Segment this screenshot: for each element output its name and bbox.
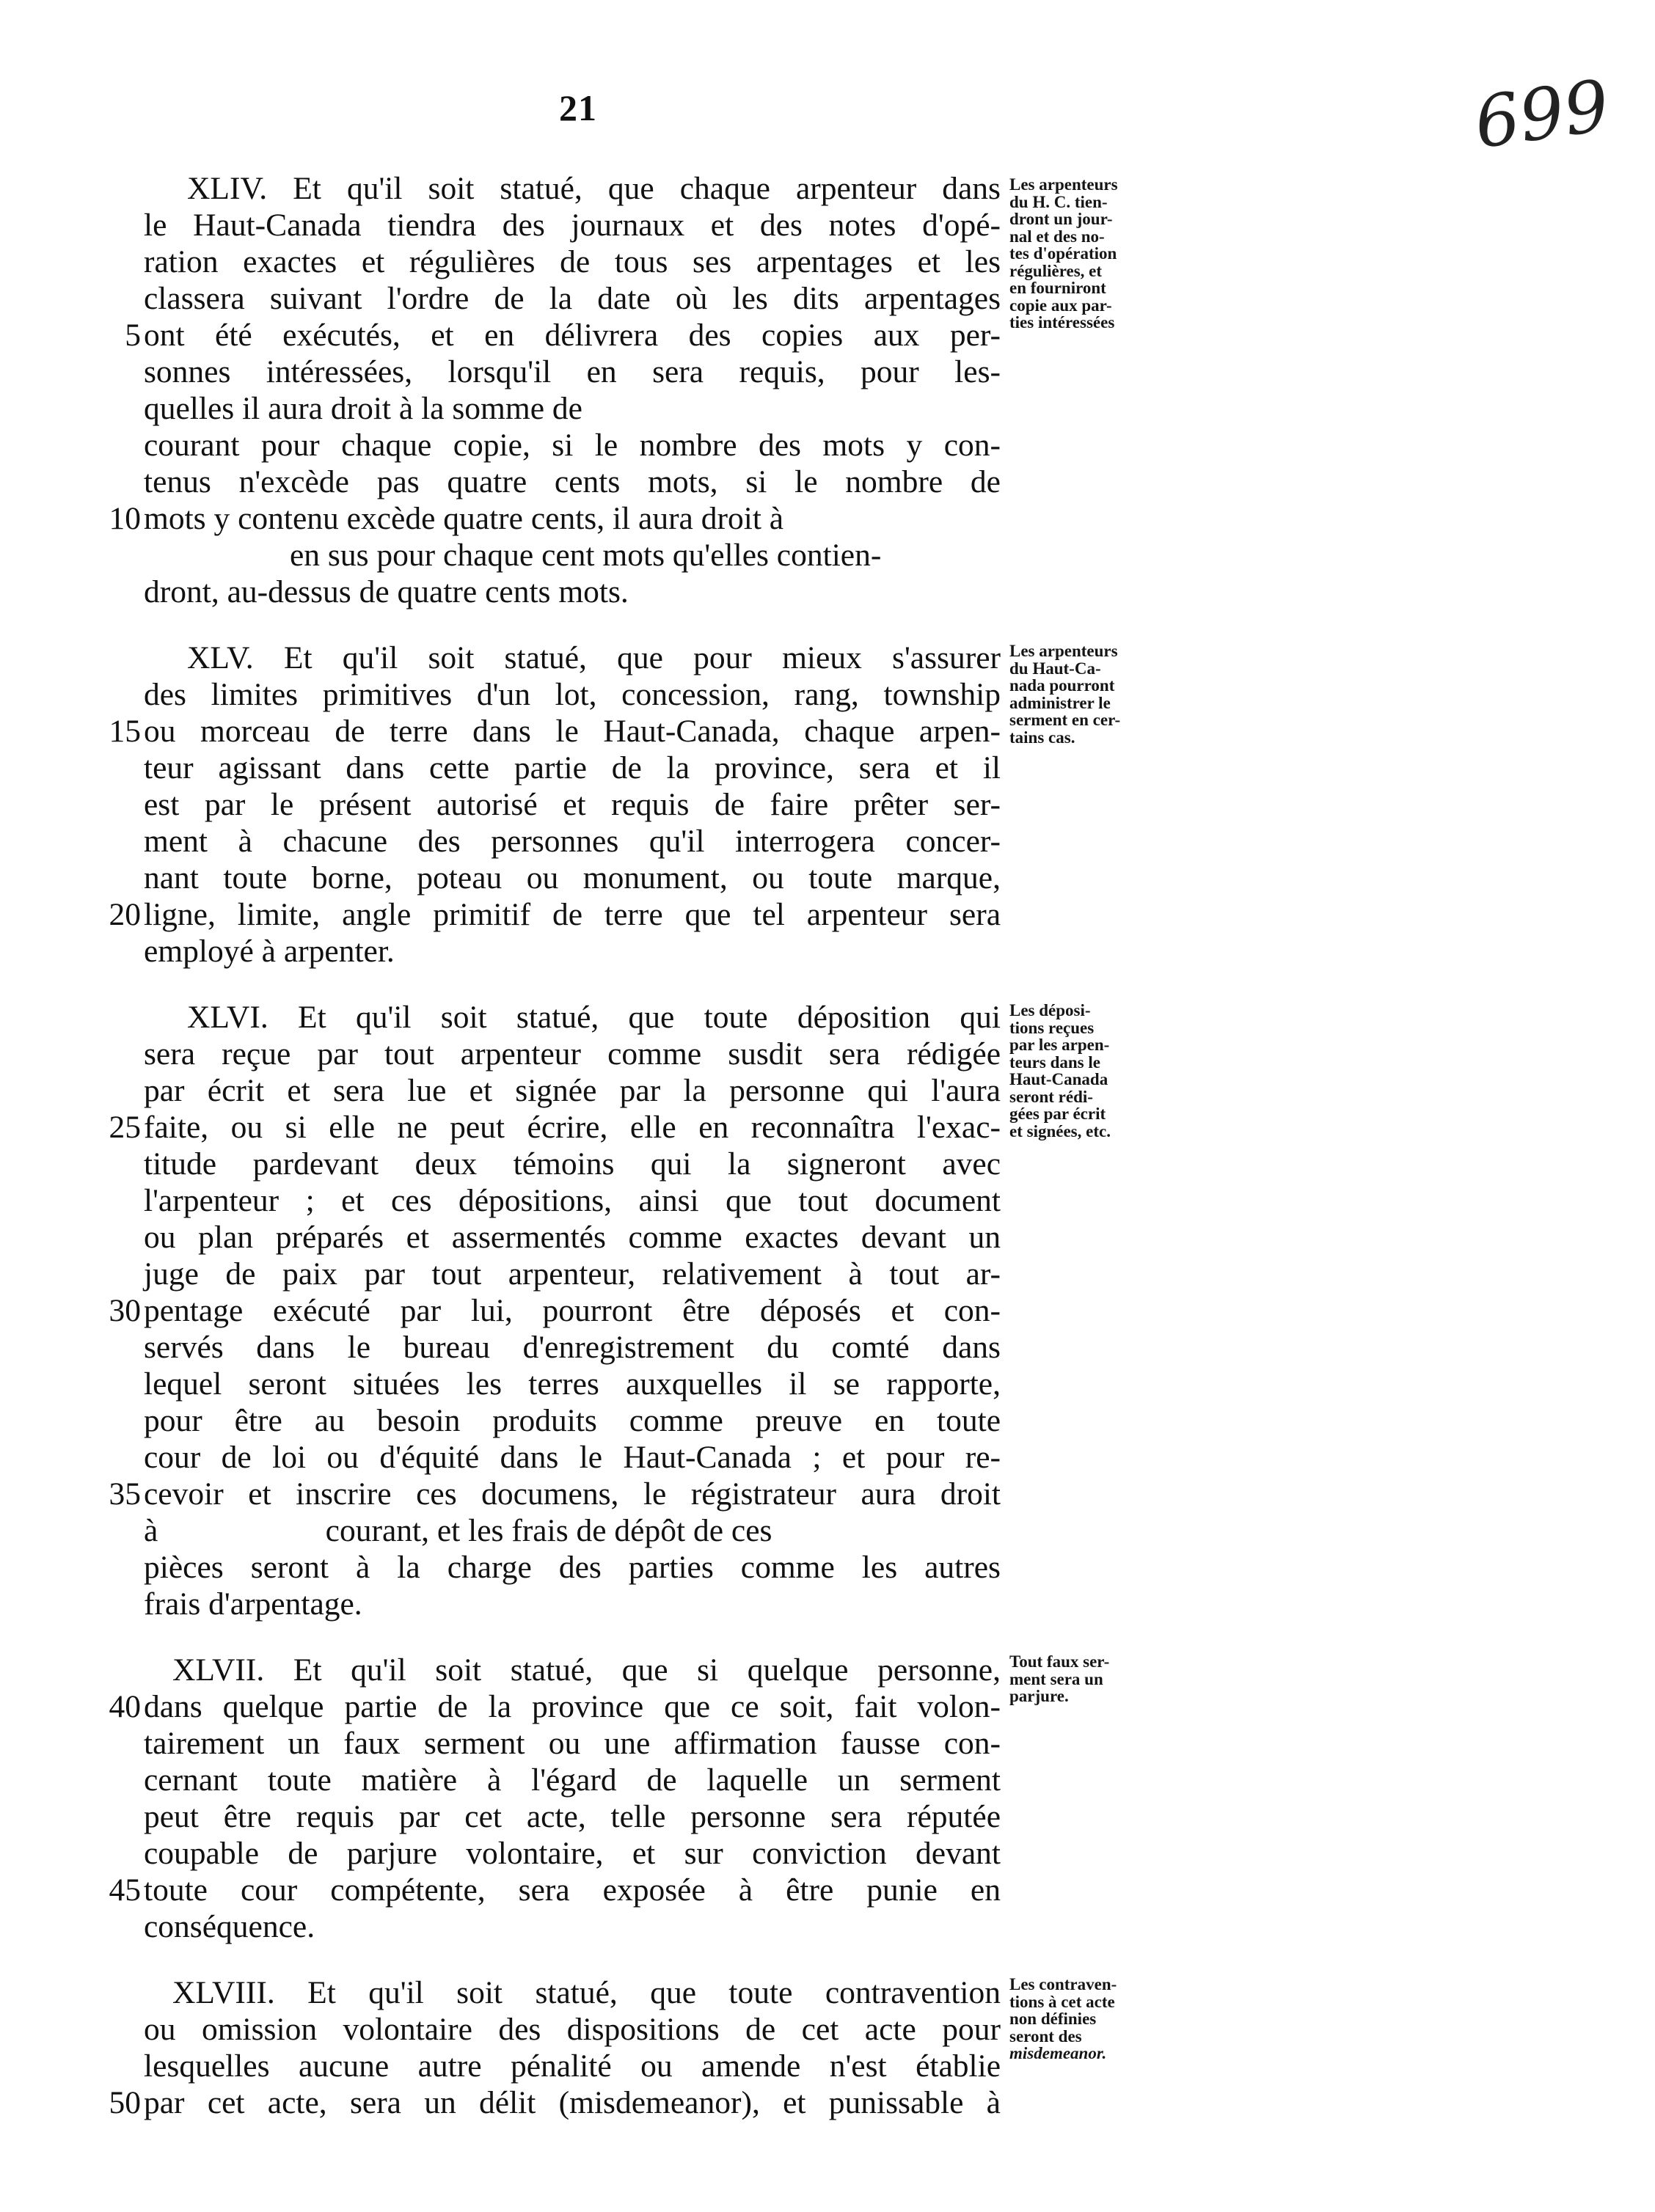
margin-note: Les arpenteurs du H. C. tien- dront un jour- nal et des no- tes d'opération régulières, et en fourniront copie aux par- ties intéressées [1009, 175, 1118, 332]
page-number: 21 [559, 87, 597, 128]
line-number: 15 [109, 714, 141, 749]
text-line: dront, au-dessus de quatre cents mots. [144, 574, 629, 609]
text-line: ou plan préparés et assermentés comme exactes devant un [144, 1220, 1001, 1255]
text-line: toute cour compétente, sera exposée à être punie en [144, 1872, 1001, 1908]
text-line: cernant toute matière à l'égard de laquelle un serment [144, 1762, 1001, 1798]
text-line: sera reçue par tout arpenteur comme susdit sera rédigée [144, 1036, 1001, 1072]
text-line: le Haut-Canada tiendra des journaux et des notes d'opé- [144, 208, 1001, 243]
text-line: peut être requis par cet acte, telle personne sera réputée [144, 1799, 1001, 1834]
margin-note: Les arpenteurs du Haut-Ca- nada pourront administrer le serment en cer- tains cas. [1009, 642, 1121, 747]
margin-note: Tout faux ser- ment sera un parjure. [1009, 1652, 1110, 1705]
text-line: cevoir et inscrire ces documens, le régistrateur aura droit [144, 1476, 1001, 1512]
text-line: nant toute borne, poteau ou monument, ou toute marque, [144, 860, 1001, 896]
text-line: lesquelles aucune autre pénalité ou amende n'est établie [144, 2048, 1001, 2084]
line-number: 25 [109, 1110, 141, 1145]
text-line: est par le présent autorisé et requis de faire prêter ser- [144, 787, 1001, 822]
text-line: XLVII. Et qu'il soit statué, que si quelque personne, [172, 1652, 1001, 1688]
text-line: juge de paix par tout arpenteur, relativement à tout ar- [144, 1256, 1001, 1292]
text-line: tenus n'excède pas quatre cents mots, si le nombre de [144, 464, 1001, 499]
text-line: frais d'arpentage. [144, 1586, 362, 1622]
text-line: lequel seront situées les terres auxquelles il se rapporte, [144, 1366, 1001, 1402]
text-line: des limites primitives d'un lot, concession, rang, township [144, 677, 1001, 712]
text-line: cour de loi ou d'équité dans le Haut-Canada ; et pour re- [144, 1440, 1001, 1475]
text-line: mots y contenu excède quatre cents, il aura droit à [144, 501, 784, 536]
text-line: tairement un faux serment ou une affirmation fausse con- [144, 1726, 1001, 1761]
line-number: 20 [109, 897, 141, 932]
text-line: par écrit et sera lue et signée par la personne qui l'aura [144, 1073, 1001, 1108]
text-line: ration exactes et régulières de tous ses arpentages et les [144, 244, 1001, 279]
text-line: par cet acte, sera un délit (misdemeanor), et punissable à [144, 2085, 1001, 2120]
text-line: pentage exécuté par lui, pourront être déposés et con- [144, 1293, 1001, 1328]
line-number: 30 [109, 1293, 141, 1328]
text-line: servés dans le bureau d'enregistrement du comté dans [144, 1330, 1001, 1365]
folio-number-handwritten: 699 [1469, 64, 1615, 165]
margin-note: Les déposi- tions reçues par les arpen- teurs dans le Haut-Canada seront rédi- gées par écrit et signées, etc. [1009, 1001, 1111, 1140]
line-number: 50 [109, 2085, 141, 2120]
text-line: pour être au besoin produits comme preuve en toute [144, 1403, 1001, 1438]
margin-note: Les contraven- tions à cet acte non définies seront des misdemeanor. [1009, 1975, 1117, 2062]
text-line: l'arpenteur ; et ces dépositions, ainsi que tout document [144, 1183, 1001, 1218]
text-line: à courant, et les frais de dépôt de ces [144, 1513, 772, 1548]
text-line: titude pardevant deux témoins qui la signeront avec [144, 1146, 1001, 1182]
text-line: sonnes intéressées, lorsqu'il en sera requis, pour les- [144, 354, 1001, 389]
text-line: XLVIII. Et qu'il soit statué, que toute contravention [172, 1975, 1001, 2010]
text-line: employé à arpenter. [144, 934, 395, 969]
text-line: XLVI. Et qu'il soit statué, que toute déposition qui [187, 1000, 1001, 1035]
text-line: ment à chacune des personnes qu'il interrogera concer- [144, 824, 1001, 859]
line-number: 40 [109, 1689, 141, 1724]
text-line: XLV. Et qu'il soit statué, que pour mieux s'assurer [187, 640, 1001, 675]
line-number: 5 [125, 318, 141, 353]
text-line: XLIV. Et qu'il soit statué, que chaque arpenteur dans [187, 171, 1001, 206]
text-line: classera suivant l'ordre de la date où les dits arpentages [144, 281, 1001, 316]
text-line: ou morceau de terre dans le Haut-Canada, chaque arpen- [144, 714, 1001, 749]
text-line: pièces seront à la charge des parties comme les autres [144, 1550, 1001, 1585]
text-line: ligne, limite, angle primitif de terre que tel arpenteur sera [144, 897, 1001, 932]
text-line: courant pour chaque copie, si le nombre des mots y con- [144, 428, 1001, 463]
text-line: dans quelque partie de la province que ce soit, fait volon- [144, 1689, 1001, 1724]
text-line: coupable de parjure volontaire, et sur conviction devant [144, 1836, 1001, 1871]
line-number: 45 [109, 1872, 141, 1908]
text-line: en sus pour chaque cent mots qu'elles contien- [290, 538, 882, 573]
text-line: ont été exécutés, et en délivrera des copies aux per- [144, 318, 1001, 353]
text-line: teur agissant dans cette partie de la province, sera et il [144, 750, 1001, 785]
text-line: ou omission volontaire des dispositions de cet acte pour [144, 2012, 1001, 2047]
text-line: conséquence. [144, 1909, 315, 1944]
line-number: 35 [109, 1476, 141, 1512]
text-line: quelles il aura droit à la somme de [144, 391, 582, 426]
text-line: faite, ou si elle ne peut écrire, elle en reconnaîtra l'exac- [144, 1110, 1001, 1145]
line-number: 10 [109, 501, 141, 536]
